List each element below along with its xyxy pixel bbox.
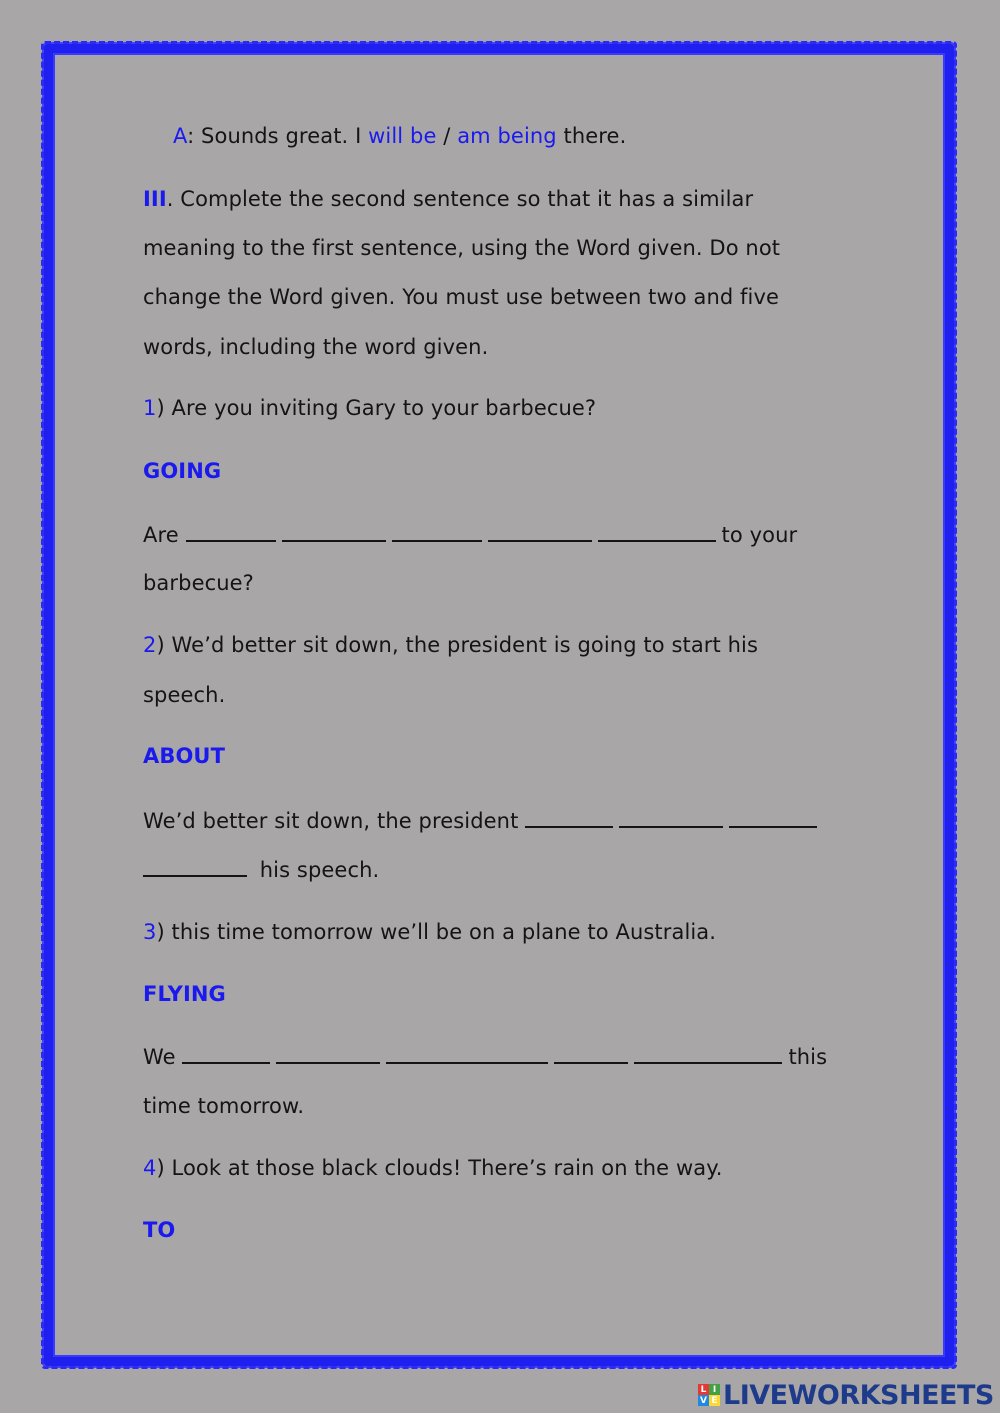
answer-start: We’d better sit down, the president	[143, 809, 519, 833]
option-separator: /	[436, 124, 458, 148]
item-3-question	[143, 918, 716, 946]
section-numeral: III	[143, 187, 167, 211]
instructions-text-1: . Complete the second sentence so that it has a similar	[166, 187, 754, 211]
answer-end: his speech.	[253, 858, 380, 882]
item-1-answer-continuation: barbecue?	[143, 571, 254, 595]
question-text: ) Are you inviting Gary to your barbecue?	[156, 396, 597, 420]
item-1-answer-line	[143, 520, 797, 549]
logo-mark-letter: E	[709, 1395, 720, 1406]
section-instructions-line-3: change the Word given. You must use between two and five	[143, 285, 780, 309]
answer-start: Are	[143, 523, 179, 547]
section-instructions-line-1	[143, 185, 753, 213]
item-2-question	[143, 631, 758, 659]
item-number: 1	[143, 396, 157, 420]
answer-blank[interactable]	[276, 1042, 380, 1064]
dialogue-line-a	[173, 122, 626, 150]
item-2-answer-line	[143, 806, 823, 835]
answer-blank[interactable]	[143, 855, 247, 877]
logo-mark-icon	[698, 1384, 720, 1406]
answer-blank[interactable]	[619, 806, 723, 828]
item-3-answer-line	[143, 1042, 827, 1071]
item-2-keyword: ABOUT	[143, 744, 225, 768]
answer-blank[interactable]	[386, 1042, 548, 1064]
logo-mark-letter: L	[698, 1384, 709, 1395]
answer-blank[interactable]	[729, 806, 817, 828]
liveworksheets-logo	[698, 1380, 994, 1410]
question-text: ) We’d better sit down, the president is going to start his	[156, 633, 759, 657]
item-1-keyword: GOING	[143, 459, 222, 483]
dialogue-text-after: there.	[556, 124, 627, 148]
item-2-question-continuation: speech.	[143, 683, 226, 707]
answer-blank[interactable]	[182, 1042, 270, 1064]
answer-blank[interactable]	[392, 520, 482, 542]
logo-mark-letter: V	[698, 1395, 709, 1406]
logo-text: LIVEWORKSHEETS	[723, 1379, 994, 1411]
answer-blank[interactable]	[186, 520, 276, 542]
logo-mark-letter: I	[709, 1384, 720, 1395]
speaker-label: A	[173, 124, 188, 148]
item-1-question	[143, 394, 596, 422]
answer-end: this	[788, 1045, 828, 1069]
option-will-be[interactable]: will be	[368, 124, 437, 148]
item-number: 2	[143, 633, 157, 657]
item-3-keyword: FLYING	[143, 982, 226, 1006]
item-number: 4	[143, 1156, 157, 1180]
answer-blank[interactable]	[634, 1042, 782, 1064]
question-text: ) Look at those black clouds! There’s rain on the way.	[156, 1156, 723, 1180]
section-instructions-line-2: meaning to the first sentence, using the Word given. Do not	[143, 236, 781, 260]
answer-blank[interactable]	[554, 1042, 628, 1064]
question-text: ) this time tomorrow we’ll be on a plane to Australia.	[156, 920, 717, 944]
answer-blank[interactable]	[525, 806, 613, 828]
item-number: 3	[143, 920, 157, 944]
answer-start: We	[143, 1045, 176, 1069]
dialogue-text-before: : Sounds great. I	[187, 124, 369, 148]
item-4-question	[143, 1154, 723, 1182]
section-instructions-line-4: words, including the word given.	[143, 335, 489, 359]
item-2-answer-continuation	[143, 855, 379, 884]
item-3-answer-continuation: time tomorrow.	[143, 1094, 305, 1118]
answer-blank[interactable]	[282, 520, 386, 542]
answer-blank[interactable]	[488, 520, 592, 542]
answer-blank[interactable]	[598, 520, 716, 542]
answer-end: to your	[721, 523, 798, 547]
item-4-keyword: TO	[143, 1218, 176, 1242]
option-am-being[interactable]: am being	[457, 124, 557, 148]
